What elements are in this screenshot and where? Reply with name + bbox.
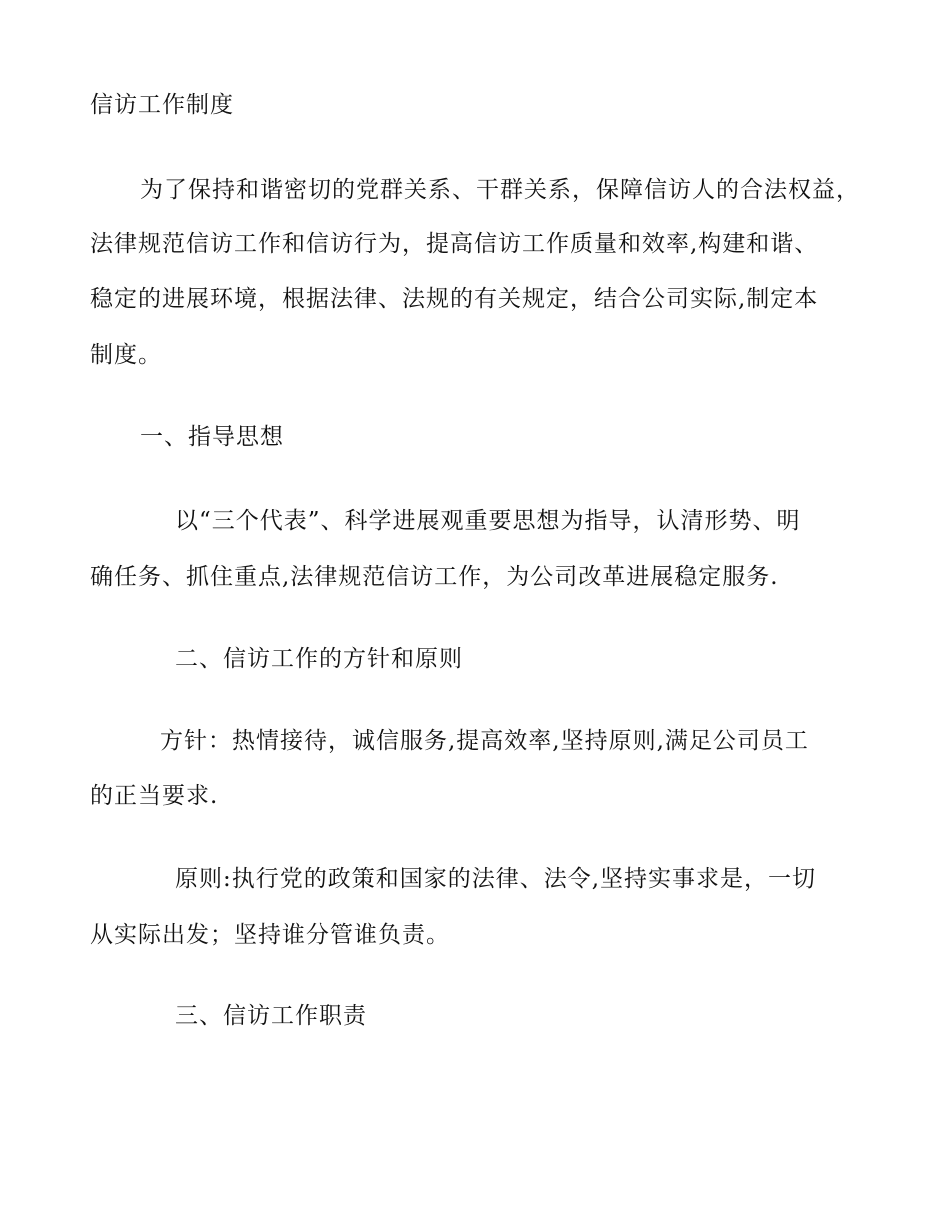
- document-title: 信访工作制度: [90, 92, 234, 118]
- intro-line-2: 法律规范信访工作和信访行为，提高信访工作质量和效率,构建和谐、: [90, 231, 819, 257]
- policy-line-2: 的正当要求.: [90, 783, 219, 809]
- principle-line-1: 原则:执行党的政策和国家的法律、法令,坚持实事求是，一切: [175, 866, 817, 892]
- section1-line-1: 以“三个代表”、科学进展观重要思想为指导，认清形势、明: [175, 508, 801, 534]
- principle-line-2: 从实际出发；坚持谁分管谁负责。: [90, 922, 450, 948]
- intro-line-1: 为了保持和谐密切的党群关系、干群关系，保障信访人的合法权益，: [140, 177, 860, 203]
- intro-line-4: 制度。: [90, 342, 162, 368]
- policy-line-1: 方针：热情接待，诚信服务,提高效率,坚持原则,满足公司员工: [160, 728, 809, 754]
- section1-line-2: 确任务、抓住重点,法律规范信访工作，为公司改革进展稳定服务.: [90, 564, 779, 590]
- intro-line-3: 稳定的进展环境，根据法律、法规的有关规定，结合公司实际,制定本: [90, 286, 819, 312]
- section-heading-3: 三、信访工作职责: [175, 1003, 367, 1029]
- section-heading-2: 二、信访工作的方针和原则: [175, 646, 463, 672]
- section-heading-1: 一、指导思想: [140, 424, 284, 450]
